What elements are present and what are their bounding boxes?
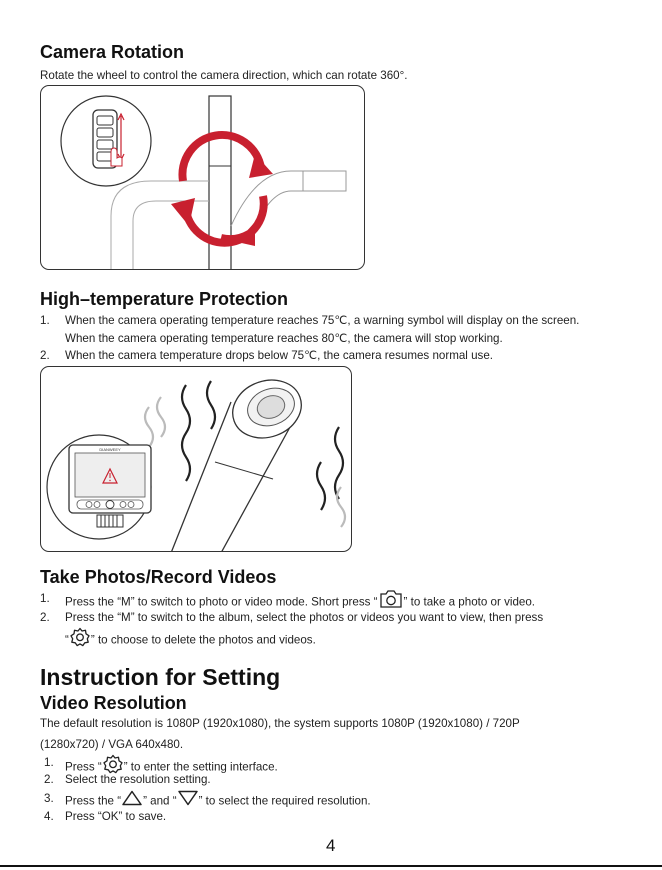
video-resolution-desc-1: The default resolution is 1080P (1920x1080), the system supports 1080P (1920x1080) / 720P bbox=[40, 717, 520, 730]
take-photos-title: Take Photos/Record Videos bbox=[40, 567, 277, 587]
device-brand-label: DIANWEEY bbox=[99, 447, 121, 452]
take-photos-item-1-pre: Press the “M” to switch to photo or video mode. Short press “ bbox=[65, 595, 378, 609]
settings-step-3-post: ” to select the required resolution. bbox=[198, 794, 371, 808]
settings-step-1-pre: Press “ bbox=[65, 760, 102, 774]
camera-rotation-illustration bbox=[40, 85, 365, 270]
high-temp-item-2-line1: When the camera temperature drops below 75℃, the camera resumes normal use. bbox=[65, 349, 494, 362]
high-temp-item-2-number: 2. bbox=[40, 349, 50, 362]
video-resolution-title: Video Resolution bbox=[40, 693, 187, 713]
settings-step-3-number: 3. bbox=[44, 792, 54, 805]
high-temp-item-1-line2: When the camera operating temperature reaches 80℃, the camera will stop working. bbox=[65, 332, 503, 345]
page-number: 4 bbox=[326, 836, 336, 855]
video-resolution-desc-2: (1280x720) / VGA 640x480. bbox=[40, 738, 184, 751]
take-photos-item-2-line2 bbox=[65, 628, 316, 653]
settings-step-1-post: ” to enter the setting interface. bbox=[123, 760, 278, 774]
high-temp-item-1-number: 1. bbox=[40, 314, 50, 327]
high-temp-title: High–temperature Protection bbox=[40, 289, 289, 309]
high-temp-illustration bbox=[40, 366, 352, 552]
settings-step-3-pre: Press the “ bbox=[65, 794, 122, 808]
settings-step-3-mid: ” and “ bbox=[143, 794, 177, 808]
take-photos-item-2-line1: Press the “M” to switch to the album, select the photos or videos you want to view, then press bbox=[65, 611, 544, 624]
settings-step-4: Press “OK” to save. bbox=[65, 810, 167, 823]
up-triangle-icon bbox=[121, 790, 143, 811]
settings-title: Instruction for Setting bbox=[40, 664, 281, 690]
take-photos-item-2-number: 2. bbox=[40, 611, 50, 624]
take-photos-item-1-number: 1. bbox=[40, 592, 50, 605]
gear-icon bbox=[69, 627, 91, 652]
take-photos-item-1-post: ” to take a photo or video. bbox=[403, 595, 536, 609]
settings-step-2: Select the resolution setting. bbox=[65, 773, 211, 786]
bottom-rule bbox=[0, 865, 662, 867]
settings-step-4-number: 4. bbox=[44, 810, 54, 823]
high-temp-item-1-line1: When the camera operating temperature reaches 75℃, a warning symbol will display on the screen. bbox=[65, 314, 580, 327]
camera-rotation-desc: Rotate the wheel to control the camera direction, which can rotate 360°. bbox=[40, 69, 408, 82]
take-photos-item-2-pre: “ bbox=[65, 633, 69, 647]
settings-step-2-number: 2. bbox=[44, 773, 54, 786]
settings-step-1-number: 1. bbox=[44, 756, 54, 769]
camera-rotation-title: Camera Rotation bbox=[40, 42, 185, 62]
down-triangle-icon bbox=[177, 790, 199, 811]
take-photos-item-2-post: ” to choose to delete the photos and videos. bbox=[90, 633, 316, 647]
